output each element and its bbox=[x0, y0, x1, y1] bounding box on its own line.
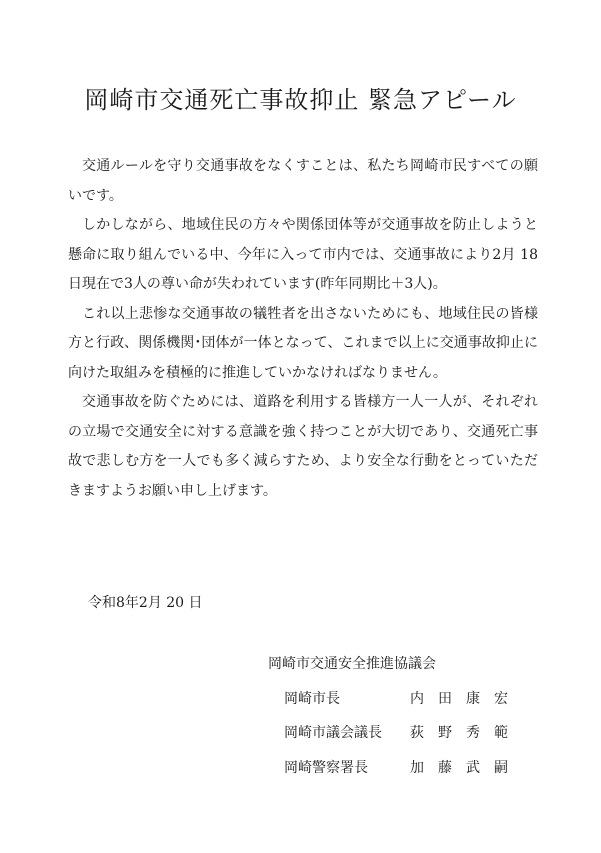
signatory-role: 岡崎市議会議長 bbox=[284, 725, 382, 741]
paragraph-1: 交通ルールを守り交通事故をなくすことは、私たち岡崎市民すべての願いです。 bbox=[68, 158, 538, 204]
signatory-row bbox=[284, 757, 522, 777]
signatory-row bbox=[284, 688, 522, 708]
appeal-body bbox=[68, 152, 538, 506]
signatory-row bbox=[284, 722, 522, 742]
paragraph-4: 交通事故を防ぐためには、道路を利用する皆様方一人一人が、それぞれの立場で交通安全に対する意識を強く持つことが大切であり、交通死亡事故で悲しむ方を一人でも多く減らすため、より安全な行動をとっていただきますようお願い申し上げます。 bbox=[68, 394, 538, 499]
signatory-role: 岡崎市長 bbox=[284, 691, 340, 707]
signatory-role: 岡崎警察署長 bbox=[284, 760, 368, 776]
organization-name: 岡崎市交通安全推進協議会 bbox=[268, 656, 436, 672]
document-title: 岡崎市交通死亡事故抑止 緊急アピール bbox=[84, 86, 517, 114]
paragraph-3: これ以上悲惨な交通事故の犠牲者を出さないためにも、地域住民の皆様方と行政、関係機関･団体が一体となって、これまで以上に交通事故抑止に向けた取組みを積極的に推進していかなければなりません。 bbox=[68, 305, 538, 381]
issue-date: 令和8年2月 20 日 bbox=[88, 595, 203, 611]
paragraph-2: しかしながら、地域住民の方々や関係団体等が交通事故を防止しようと懸命に取り組んでいる中、今年に入って市内では、交通事故により2月 18 日現在で3人の尊い命が失われています(昨年同期比＋3人)。 bbox=[68, 217, 538, 292]
signatory-name: 内田康宏 bbox=[410, 691, 522, 707]
signatory-name: 荻野秀範 bbox=[410, 725, 522, 741]
signatory-name: 加藤武嗣 bbox=[410, 760, 522, 776]
